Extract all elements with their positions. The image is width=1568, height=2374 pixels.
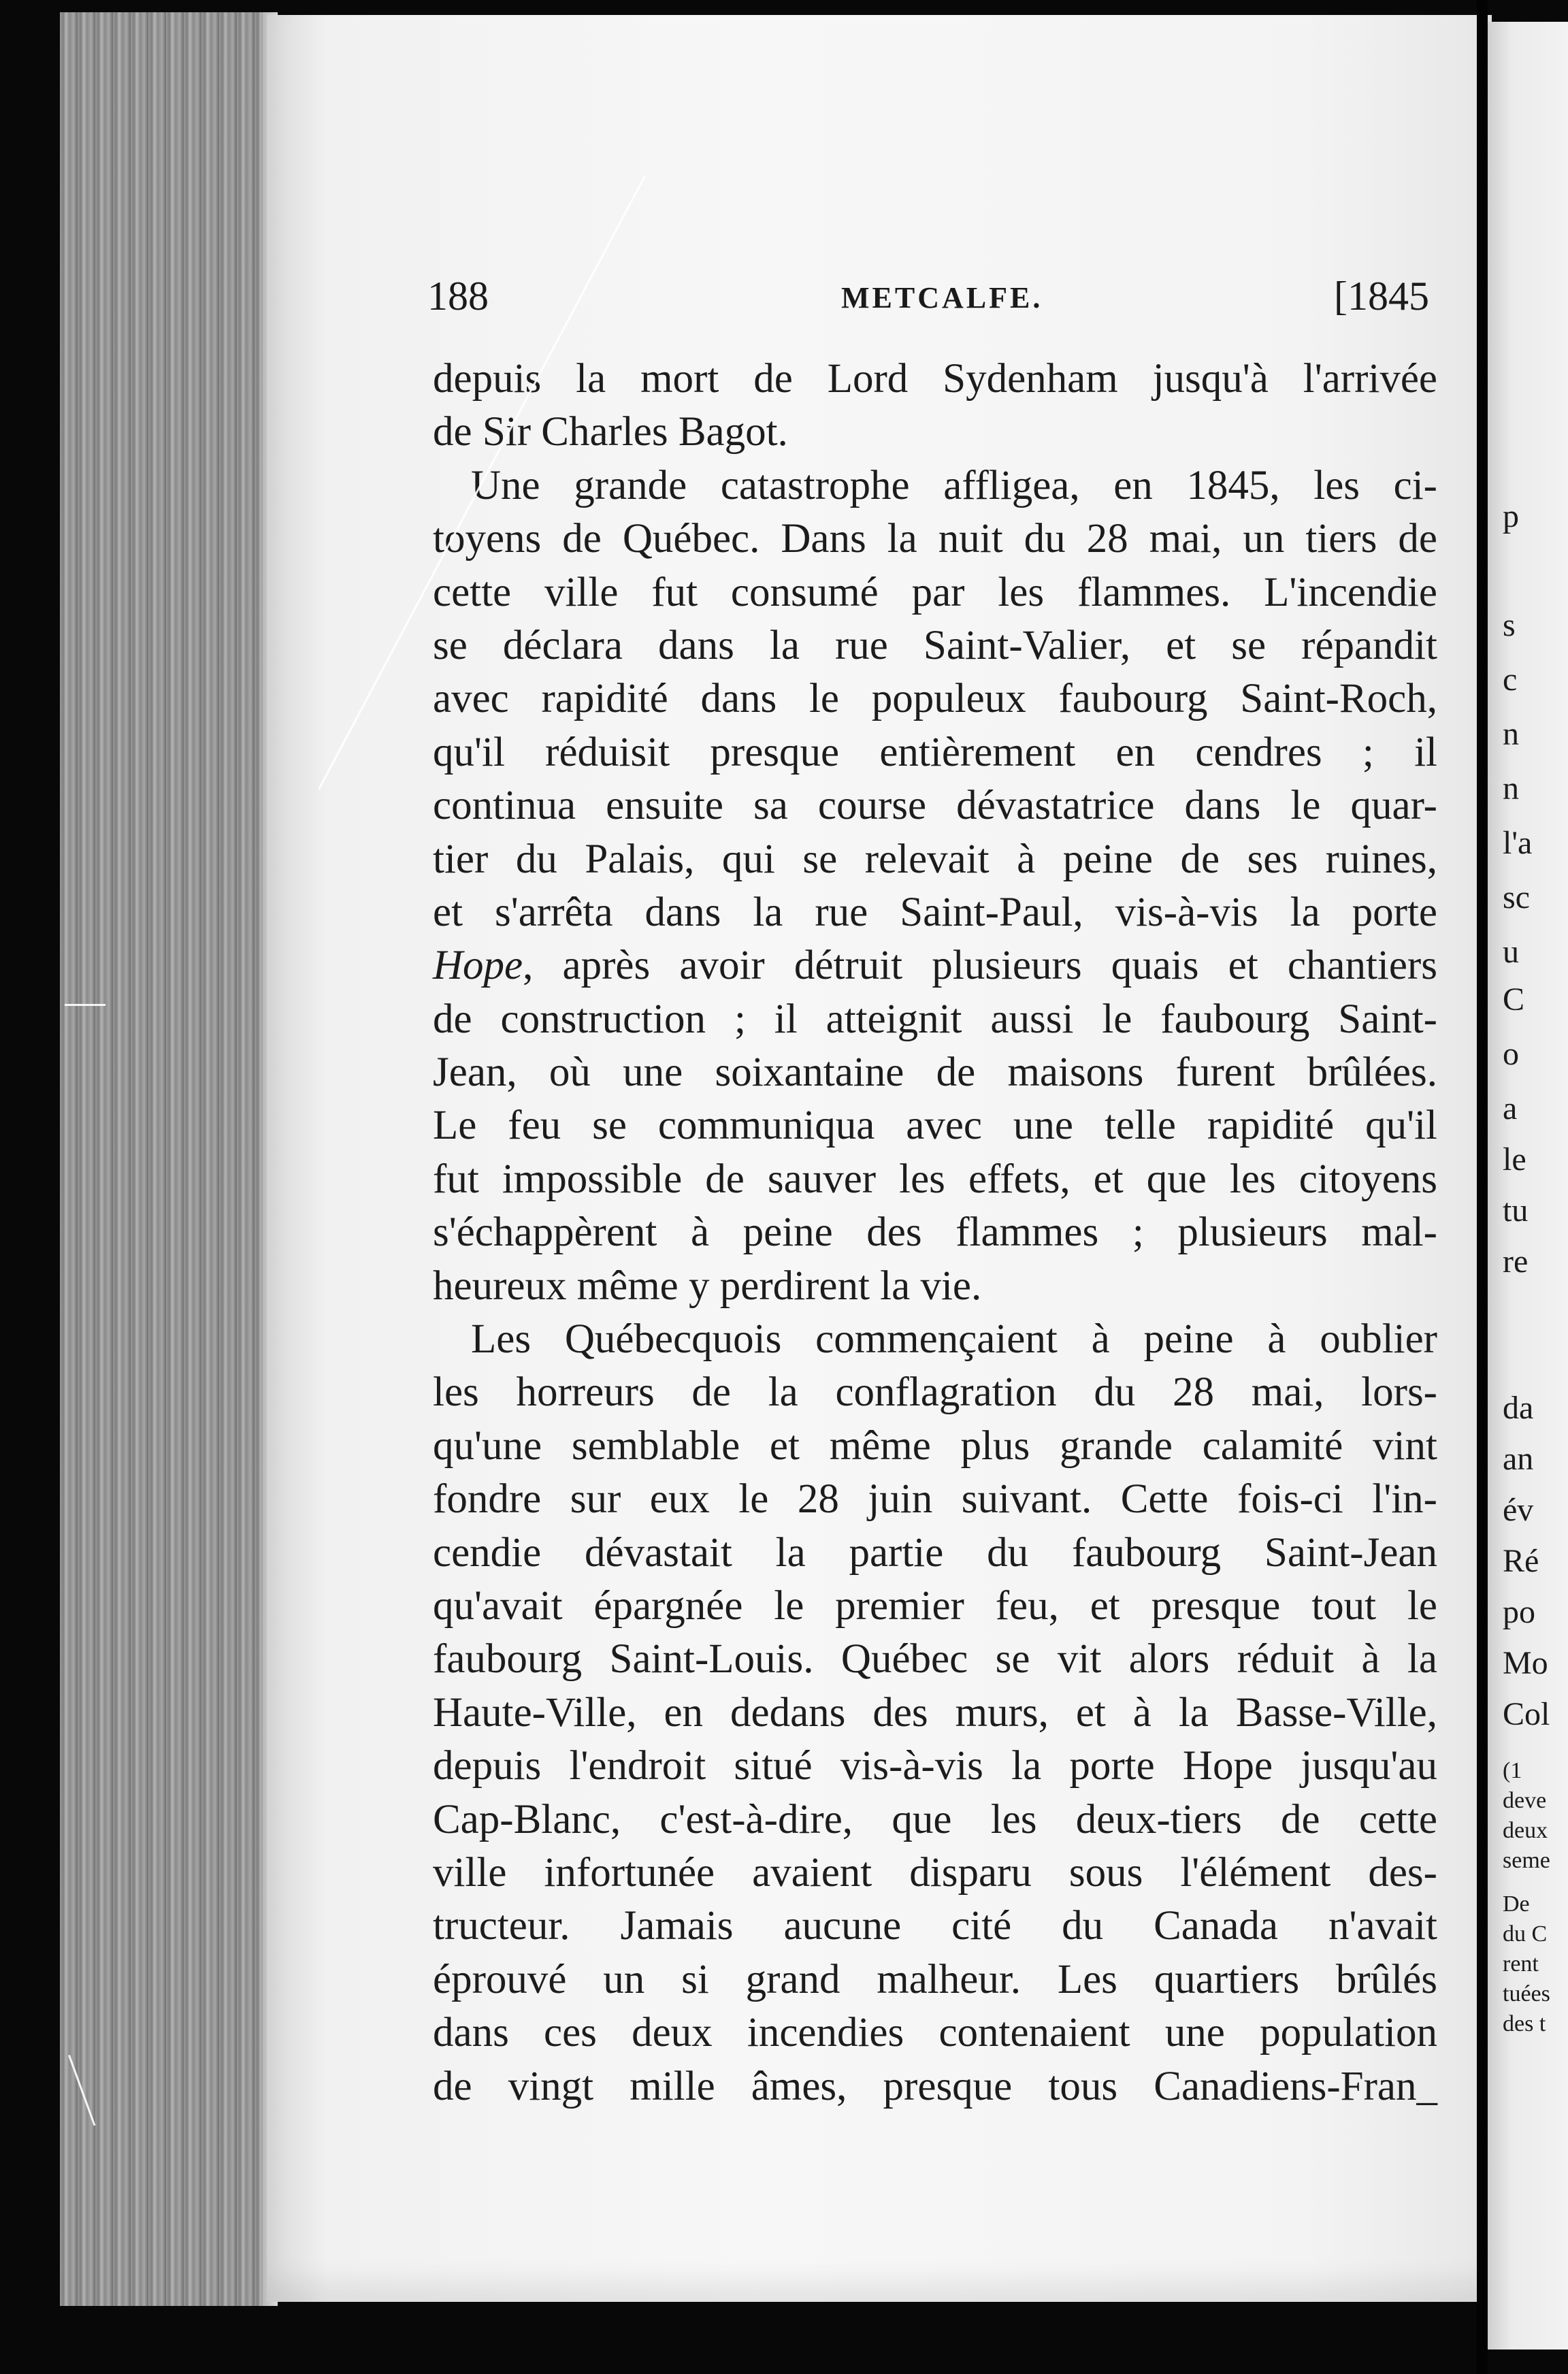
facing-fragment: C <box>1503 981 1525 1018</box>
facing-fragment: Col <box>1503 1696 1550 1732</box>
paragraph-first-line: Les Québecquois commençaient à peine à oublier <box>471 1316 1437 1363</box>
text-line: qu'il réduisit presque entièrement en cendres ; il <box>433 729 1437 775</box>
text-line: Cap-Blanc, c'est-à-dire, que les deux-tiers de cette <box>433 1796 1437 1842</box>
facing-fragment: deve <box>1503 1788 1547 1813</box>
facing-fragment: des t <box>1503 2011 1546 2036</box>
text-line: tier du Palais, qui se relevait à peine de ses ruines, <box>433 836 1437 882</box>
text-line: cette ville fut consumé par les flammes. L'incendie <box>433 569 1437 615</box>
text-line: qu'avait épargnée le premier feu, et presque tout le <box>433 1582 1437 1629</box>
italic-word: Hope <box>433 943 523 989</box>
page-number: 188 <box>427 274 489 319</box>
facing-page <box>1488 22 1568 2349</box>
text-line: ville infortunée avaient disparu sous l'élément des- <box>433 1849 1437 1896</box>
text-line: avec rapidité dans le populeux faubourg Saint-Roch, <box>433 676 1437 722</box>
text-line: s'échappèrent à peine des flammes ; plusieurs mal- <box>433 1209 1437 1256</box>
facing-fragment: Ré <box>1503 1543 1539 1579</box>
text-line: qu'une semblable et même plus grande calamité vint <box>433 1422 1437 1469</box>
text-line: faubourg Saint-Louis. Québec se vit alors réduit à la <box>433 1636 1437 1682</box>
text-line: les horreurs de la conflagration du 28 mai, lors- <box>433 1369 1437 1416</box>
facing-fragment: deux <box>1503 1818 1548 1843</box>
text-line <box>433 939 1437 992</box>
facing-fragment: o <box>1503 1036 1519 1072</box>
facing-fragment: seme <box>1503 1848 1550 1873</box>
text-line: de vingt mille âmes, presque tous Canadiens-Fran_ <box>433 2063 1437 2109</box>
text-line: toyens de Québec. Dans la nuit du 28 mai, un tiers de <box>433 516 1437 562</box>
text-line: cendie dévastait la partie du faubourg Saint-Jean <box>433 1529 1437 1576</box>
facing-fragment: re <box>1503 1243 1529 1280</box>
text-line: de Sir Charles Bagot. <box>433 409 788 455</box>
facing-fragment: p <box>1503 498 1519 534</box>
film-scratch <box>65 1004 105 1006</box>
facing-fragment: du C <box>1503 1921 1548 1947</box>
facing-fragment: l'a <box>1503 825 1533 861</box>
text-line: de construction ; il atteignit aussi le faubourg Saint- <box>433 996 1437 1042</box>
facing-fragment: sc <box>1503 879 1530 915</box>
facing-fragment: (1 <box>1503 1758 1522 1783</box>
line-remainder: , après avoir détruit plusieurs quais et chantiers <box>523 943 1437 989</box>
text-line: depuis l'endroit situé vis-à-vis la porte Hope jusqu'au <box>433 1743 1437 1789</box>
facing-fragment: s <box>1503 607 1516 643</box>
facing-fragment: tuées <box>1503 1981 1550 2006</box>
facing-fragment: a <box>1503 1090 1518 1126</box>
facing-fragment: év <box>1503 1492 1534 1528</box>
text-line: tructeur. Jamais aucune cité du Canada n'avait <box>433 1903 1437 1949</box>
text-line: se déclara dans la rue Saint-Valier, et se répandit <box>433 622 1437 668</box>
running-title: METCALFE. <box>841 281 1043 314</box>
text-line: dans ces deux incendies contenaient une population <box>433 2010 1437 2056</box>
text-line: depuis la mort de Lord Sydenham jusqu'à l'arrivée <box>433 356 1437 402</box>
binding-gutter <box>1477 0 1488 2374</box>
facing-fragment: De <box>1503 1891 1530 1917</box>
facing-fragment: c <box>1503 662 1518 698</box>
facing-fragment: rent <box>1503 1951 1539 1977</box>
text-line: heureux même y perdirent la vie. <box>433 1263 982 1309</box>
facing-fragment: le <box>1503 1141 1526 1177</box>
text-line: et s'arrêta dans la rue Saint-Paul, vis-à-vis la porte <box>433 889 1437 935</box>
running-year: [1845 <box>1334 274 1429 319</box>
facing-fragment: Mo <box>1503 1645 1548 1681</box>
text-line: fondre sur eux le 28 juin suivant. Cette fois-ci l'in- <box>433 1476 1437 1523</box>
text-line: Jean, où une soixantaine de maisons furent brûlées. <box>433 1050 1437 1096</box>
facing-fragment: po <box>1503 1594 1535 1630</box>
facing-fragment: an <box>1503 1441 1534 1477</box>
text-line: Haute-Ville, en dedans des murs, et à la Basse-Ville, <box>433 1689 1437 1736</box>
facing-fragment: da <box>1503 1390 1534 1426</box>
text-line: continua ensuite sa course dévastatrice dans le quar- <box>433 783 1437 829</box>
facing-fragment: n <box>1503 770 1519 807</box>
facing-fragment: tu <box>1503 1192 1529 1229</box>
facing-fragment: n <box>1503 716 1519 752</box>
text-line: fut impossible de sauver les effets, et que les citoyens <box>433 1156 1437 1202</box>
text-line: Le feu se communiqua avec une telle rapidité qu'il <box>433 1103 1437 1149</box>
paragraph-first-line: Une grande catastrophe affligea, en 1845, les ci- <box>471 462 1437 508</box>
body-text <box>433 353 1437 2113</box>
facing-fragment: u <box>1503 934 1519 970</box>
page-edges <box>60 12 278 2306</box>
text-line: éprouvé un si grand malheur. Les quartiers brûlés <box>433 1956 1437 2002</box>
